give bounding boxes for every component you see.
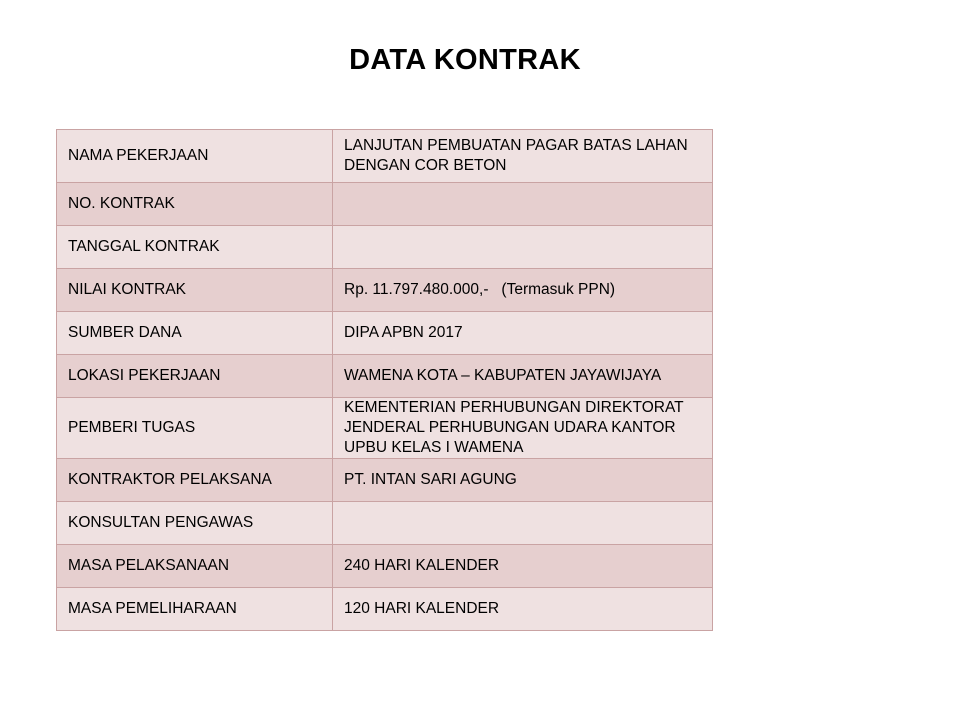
row-label: TANGGAL KONTRAK [57,226,333,269]
contract-data-table [56,129,713,631]
table-row-sumber-dana [57,312,713,355]
row-label: SUMBER DANA [57,312,333,355]
table-row-masa-pemeliharaan [57,588,713,631]
row-value: 240 HARI KALENDER [333,545,713,588]
table-row-nama-pekerjaan [57,130,713,183]
row-label: MASA PEMELIHARAAN [57,588,333,631]
row-value: LANJUTAN PEMBUATAN PAGAR BATAS LAHAN DENGAN COR BETON [333,130,713,183]
row-value: DIPA APBN 2017 [333,312,713,355]
row-value: Rp. 11.797.480.000,- (Termasuk PPN) [333,269,713,312]
row-label: MASA PELAKSANAAN [57,545,333,588]
row-value: WAMENA KOTA – KABUPATEN JAYAWIJAYA [333,355,713,398]
row-label: PEMBERI TUGAS [57,398,333,459]
table-row-nilai-kontrak [57,269,713,312]
table-row-pemberi-tugas [57,398,713,459]
row-label: KONTRAKTOR PELAKSANA [57,459,333,502]
row-value [333,183,713,226]
table-row-masa-pelaksanaan [57,545,713,588]
row-label: NO. KONTRAK [57,183,333,226]
row-label: LOKASI PEKERJAAN [57,355,333,398]
page-title: DATA KONTRAK [349,44,581,76]
row-value [333,502,713,545]
table-row-lokasi-pekerjaan [57,355,713,398]
row-value: 120 HARI KALENDER [333,588,713,631]
row-label: NAMA PEKERJAAN [57,130,333,183]
table-row-no-kontrak [57,183,713,226]
table-row-kontraktor-pelaksana [57,459,713,502]
row-value: KEMENTERIAN PERHUBUNGAN DIREKTORAT JENDERAL PERHUBUNGAN UDARA KANTOR UPBU KELAS I WAMENA [333,398,713,459]
row-label: KONSULTAN PENGAWAS [57,502,333,545]
table-row-tanggal-kontrak [57,226,713,269]
row-value: PT. INTAN SARI AGUNG [333,459,713,502]
row-label: NILAI KONTRAK [57,269,333,312]
table-row-konsultan-pengawas [57,502,713,545]
row-value [333,226,713,269]
